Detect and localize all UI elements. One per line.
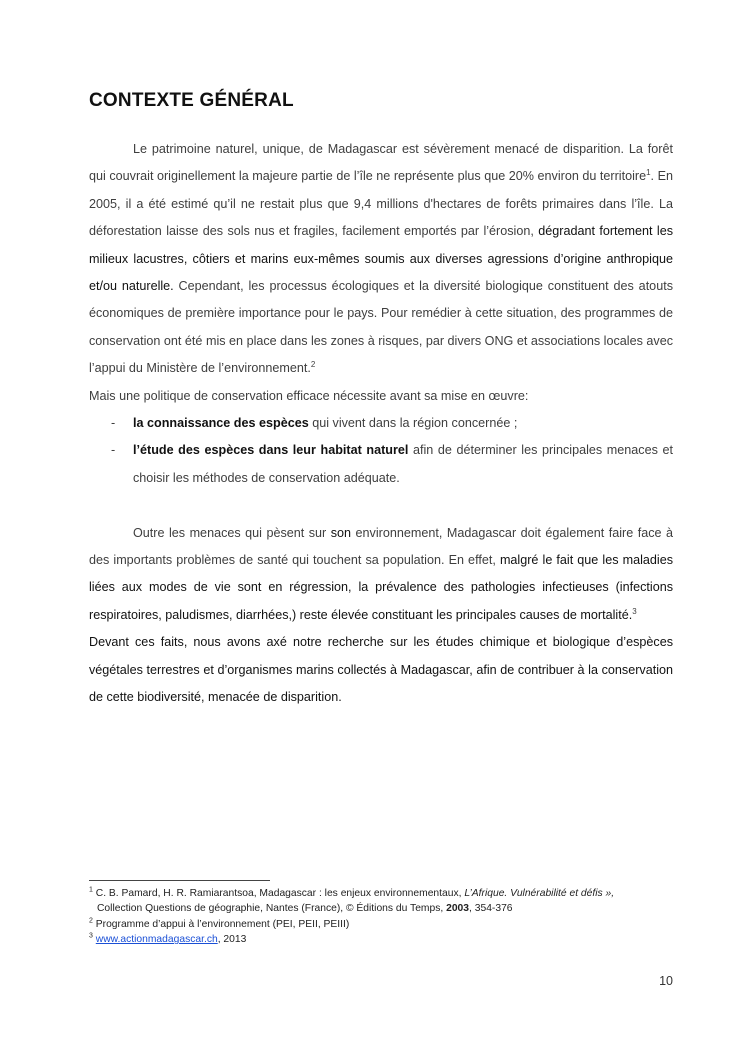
list-item-bold: l’étude des espèces dans leur habitat naturel <box>133 443 409 458</box>
footnote-1-continued <box>89 901 679 916</box>
footnote-separator <box>89 880 270 881</box>
footnote-2-text: Programme d’appui à l’environnement (PEI, PEII, PEIII) <box>92 918 350 930</box>
list-dash: - <box>111 416 116 431</box>
paragraph-3-text-b: son <box>330 525 352 540</box>
footnote-2-number: 2 <box>89 917 93 925</box>
paragraph-1-text-b: . En 2005, il a été estimé qu’il ne restait plus que 9,4 millions d'hectares de forêts primaires dans l’île. La déforestation laisse des sols nus et fragiles, facilement emportés par l’érosion, <box>89 169 673 239</box>
requirements-list <box>89 410 673 492</box>
list-item-text: qui vivent dans la région concernée ; <box>308 416 518 431</box>
section-title: CONTEXTE GÉNÉRAL <box>89 90 294 111</box>
list-dash: - <box>111 443 116 458</box>
footnote-2 <box>89 917 679 932</box>
footnote-ref-2[interactable]: 2 <box>310 360 316 370</box>
paragraph-1-text-c: dégradant fortement les milieux lacustres, côtiers et marins eux-mêmes soumis aux diverses agressions d’origine anthropique et/ou naturelle. <box>89 224 673 294</box>
body-text <box>89 136 673 712</box>
footnote-ref-3[interactable]: 3 <box>632 606 637 616</box>
footnote-3-text: , 2013 <box>217 934 247 946</box>
paragraph-3-text-d: malgré le fait que les maladies liées aux modes de vie sont en régression, la prévalence des pathologies infectieuses (infections respiratoires, paludismes, diarrhées,) reste élevée constituant les principales causes de mortalité. <box>89 553 673 622</box>
paragraph-1-text-d: Cependant, les processus écologiques et la diversité biologique constituent des atouts économiques de première importance pour le pays. Pour remédier à cette situation, des programmes de conservation ont été mis en place dans les zones à risques, par divers ONG et associations locales avec l’appui du Ministère de l’environnement. <box>89 279 673 376</box>
footnote-1-text-b: Collection Questions de géographie, Nantes (France), © Éditions du Temps, <box>97 903 447 915</box>
paragraph-2: Mais une politique de conservation efficace nécessite avant sa mise en œuvre: <box>89 388 529 403</box>
list-item-bold: la connaissance des espèces <box>133 416 309 431</box>
footnote-3-number: 3 <box>89 932 93 940</box>
list-item <box>89 437 673 492</box>
list-item-text: afin de déterminer les principales menaces et choisir les méthodes de conservation adéquate. <box>133 443 673 485</box>
footnote-1-text-a: C. B. Pamard, H. R. Ramiarantsoa, Madagascar : les enjeux environnementaux, <box>92 888 465 899</box>
footnote-ref-1[interactable]: 1 <box>646 168 651 178</box>
paragraph-gap <box>89 492 673 519</box>
paragraph-1-text-a: Le patrimoine naturel, unique, de Madagascar est sévèrement menacé de disparition. La forêt qui couvrait originellement la majeure partie de l’île ne représente plus que 20% environ du territoire <box>89 142 673 184</box>
footnote-1-year: 2003 <box>446 903 470 915</box>
paragraph-3-text-c: environnement, Madagascar doit également faire face à des importants problèmes de santé qui touchent sa population. En effet, <box>89 525 673 568</box>
footnote-3 <box>89 932 679 947</box>
paragraph-1 <box>89 136 673 383</box>
paragraph-3 <box>89 520 673 630</box>
document-page <box>89 0 673 1053</box>
footnote-3-link[interactable]: www.actionmadagascar.ch <box>95 934 218 946</box>
paragraph-4: Devant ces faits, nous avons axé notre recherche sur les études chimique et biologique d’espèces végétales terrestres et d’organismes marins collectés à Madagascar, afin de contribuer à la conservation de cette biodiversité, menacée de disparition. <box>89 635 673 705</box>
list-item <box>89 410 673 437</box>
page-number: 10 <box>659 974 673 988</box>
footnote-1-text-c: , 354-376 <box>469 903 513 915</box>
footnotes <box>89 886 679 948</box>
footnote-1-italic: L’Afrique. Vulnérabilité et défis », <box>464 888 615 899</box>
footnote-1 <box>89 886 679 901</box>
footnote-1-number: 1 <box>89 886 93 894</box>
paragraph-3-text-a: Outre les menaces qui pèsent sur <box>133 525 331 540</box>
